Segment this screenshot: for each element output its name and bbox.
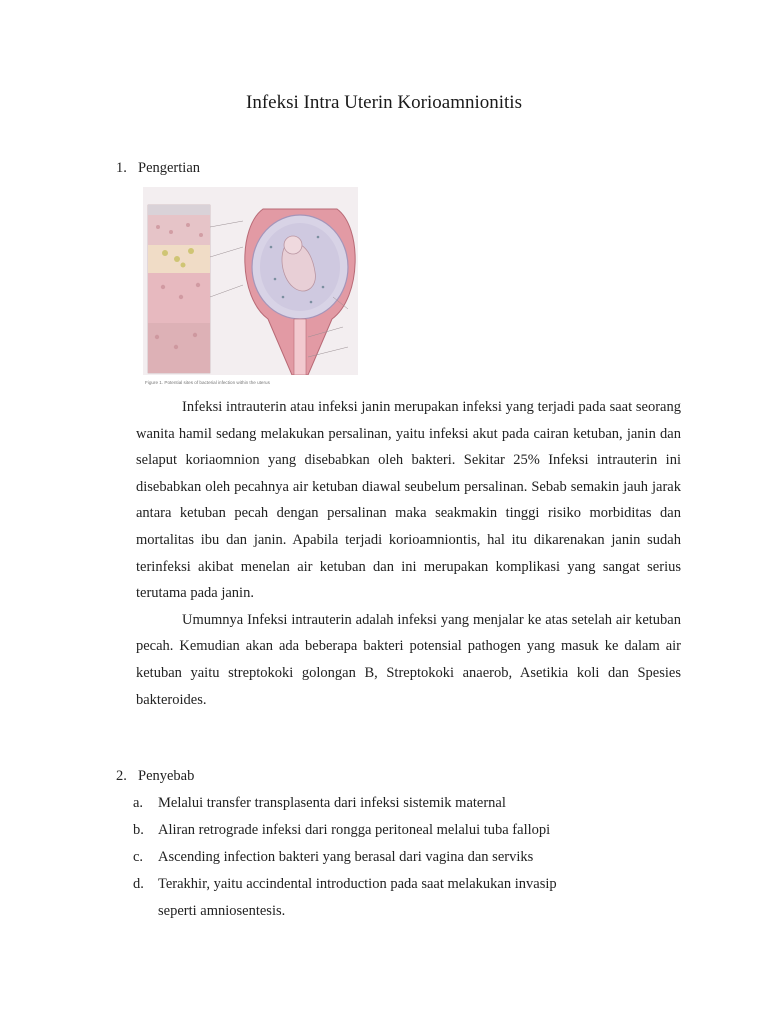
figure-caption: Figure 1. Potential sites of bacterial infection within the uterus (145, 380, 270, 385)
section-2-number: 2. (116, 768, 127, 784)
list-item-text: Melalui transfer transplasenta dari infeksi sistemik maternal (158, 795, 506, 811)
list-item-text: Terakhir, yaitu accindental introduction pada saat melakukan invasip (158, 876, 557, 892)
list-item-text: Aliran retrograde infeksi dari rongga peritoneal melalui tuba fallopi (158, 822, 551, 838)
uterus-diagram-figure (143, 187, 358, 387)
list-item-letter: a. (133, 795, 144, 811)
section-1-body (136, 394, 681, 713)
list-item-text: Ascending infection bakteri yang berasal dari vagina dan serviks (158, 849, 534, 865)
list-item-letter: d. (133, 876, 144, 892)
section-1-number: 1. (116, 160, 127, 176)
list-item-letter: c. (133, 849, 144, 865)
section-2-label: Penyebab (138, 768, 195, 784)
section-1-label: Pengertian (138, 160, 201, 176)
list-item-letter: b. (133, 822, 144, 838)
uterus-diagram-icon (143, 187, 358, 387)
paragraph-1: Infeksi intrauterin atau infeksi janin merupakan infeksi yang terjadi pada saat seorang wanita hamil sedang melakukan persalinan, yaitu infeksi akut pada cairan ketuban, janin dan selaput koriaomnion yang disebabkan oleh bakteri. Sekitar 25% Infeksi intrauterin ini disebabkan oleh pecahnya air ketuban diawal seubelum persalinan. Sebab semakin jauh jarak antara ketuban pecah dengan persalinan maka seakmakin tinggi risiko morbiditas dan mortalitas ibu dan janin. Apabila terjadi korioamniontis, hal itu dikarenakan janin sudah terinfeksi akibat menelan air ketuban dan ini merupakan komplikasi yang sangat serius terutama pada janin. (136, 399, 681, 602)
list-item-text: seperti amniosentesis. (158, 903, 286, 919)
paragraph-2: Umumnya Infeksi intrauterin adalah infeksi yang menjalar ke atas setelah air ketuban pecah. Kemudian akan ada beberapa bakteri potensial pathogen yang masuk ke dalam air ketuban yaitu streptokoki golongan B, Streptokoki anaerob, Asetikia koli dan Spesies bakteroides. (136, 611, 681, 708)
document-title: Infeksi Intra Uterin Korioamnionitis (246, 92, 522, 113)
